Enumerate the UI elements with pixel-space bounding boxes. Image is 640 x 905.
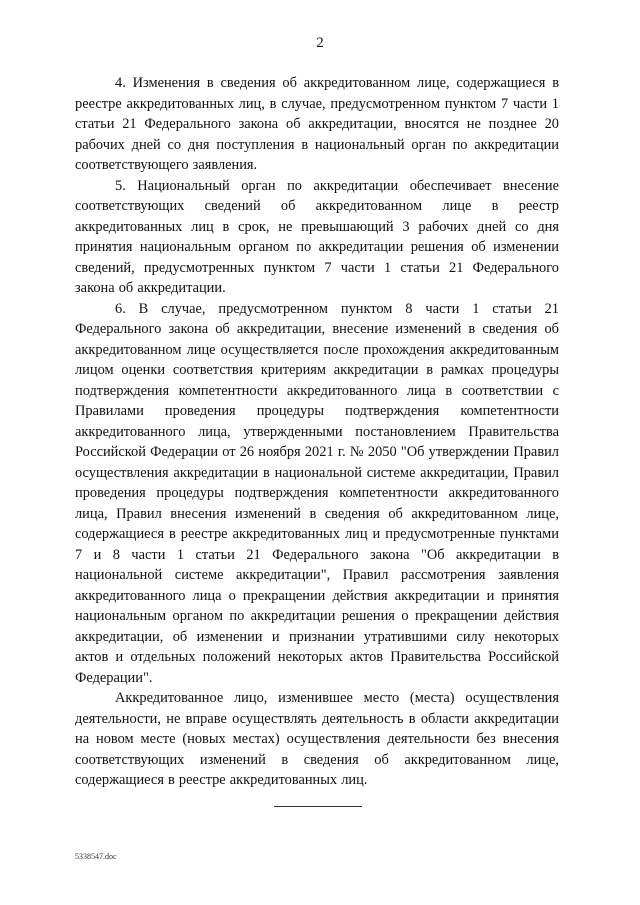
paragraph-6: 6. В случае, предусмотренном пунктом 8 части 1 статьи 21 Федерального закона об аккредитации, внесение изменений в сведения об аккредитованном лице осуществляется после прохождения аккредитованным лицом оценки соответствия критериям аккредитации в рамках процедуры подтверждения компетентности аккредитованного лица в соответствии с Правилами проведения процедуры подтверждения компетентности аккредитованного лица, утвержденными постановлением Правительства Российской Федерации от 26 ноября 2021 г. № 2050 "Об утверждении Правил осуществления аккредитации в национальной системе аккредитации, Правил проведения процедуры подтверждения компетентности аккредитованного лица, Правил внесения изменений в сведения об аккредитованном лице, содержащиеся в реестре аккредитованных лиц и предусмотренные пунктами 7 и 8 части 1 статьи 21 Федерального закона "Об аккредитации в национальной системе аккредитации", Правил рассмотрения заявления аккредитованного лица о прекращении действия аккредитации и принятия национальным органом по аккредитации решения о прекращении действия аккредитации, об изменении и признании утратившими силу некоторых актов и отдельных положений некоторых актов Правительства Российской Федерации". [75,300,559,686]
paragraph-5: 5. Национальный орган по аккредитации обеспечивает внесение соответствующих сведений об аккредитованном лице в реестр аккредитованных лиц в срок, не превышающий 3 рабочих дней со дня принятия национальным органом по аккредитации решения об изменении сведений, предусмотренных пунктом 7 части 1 статьи 21 Федерального закона об аккредитации. [75,177,559,296]
paragraph-4: 4. Изменения в сведения об аккредитованном лице, содержащиеся в реестре аккредитованных лиц, в случае, предусмотренном пунктом 7 части 1 статьи 21 Федерального закона об аккредитации, вносятся не позднее 20 рабочих дней со дня поступления в национальный орган по аккредитации соответствующего заявления. [75,75,559,173]
paragraph-relocation: Аккредитованное лицо, изменившее место (места) осуществления деятельности, не вправе осуществлять деятельность в области аккредитации на новом месте (новых местах) осуществления деятельности без внесения соответствующих изменений в сведения об аккредитованном лице, содержащиеся в реестре аккредитованных лиц. [75,690,559,788]
document-id: 5338547.doc [75,852,117,861]
end-separator [274,806,362,807]
document-body [75,73,559,791]
page-number: 2 [316,35,324,51]
